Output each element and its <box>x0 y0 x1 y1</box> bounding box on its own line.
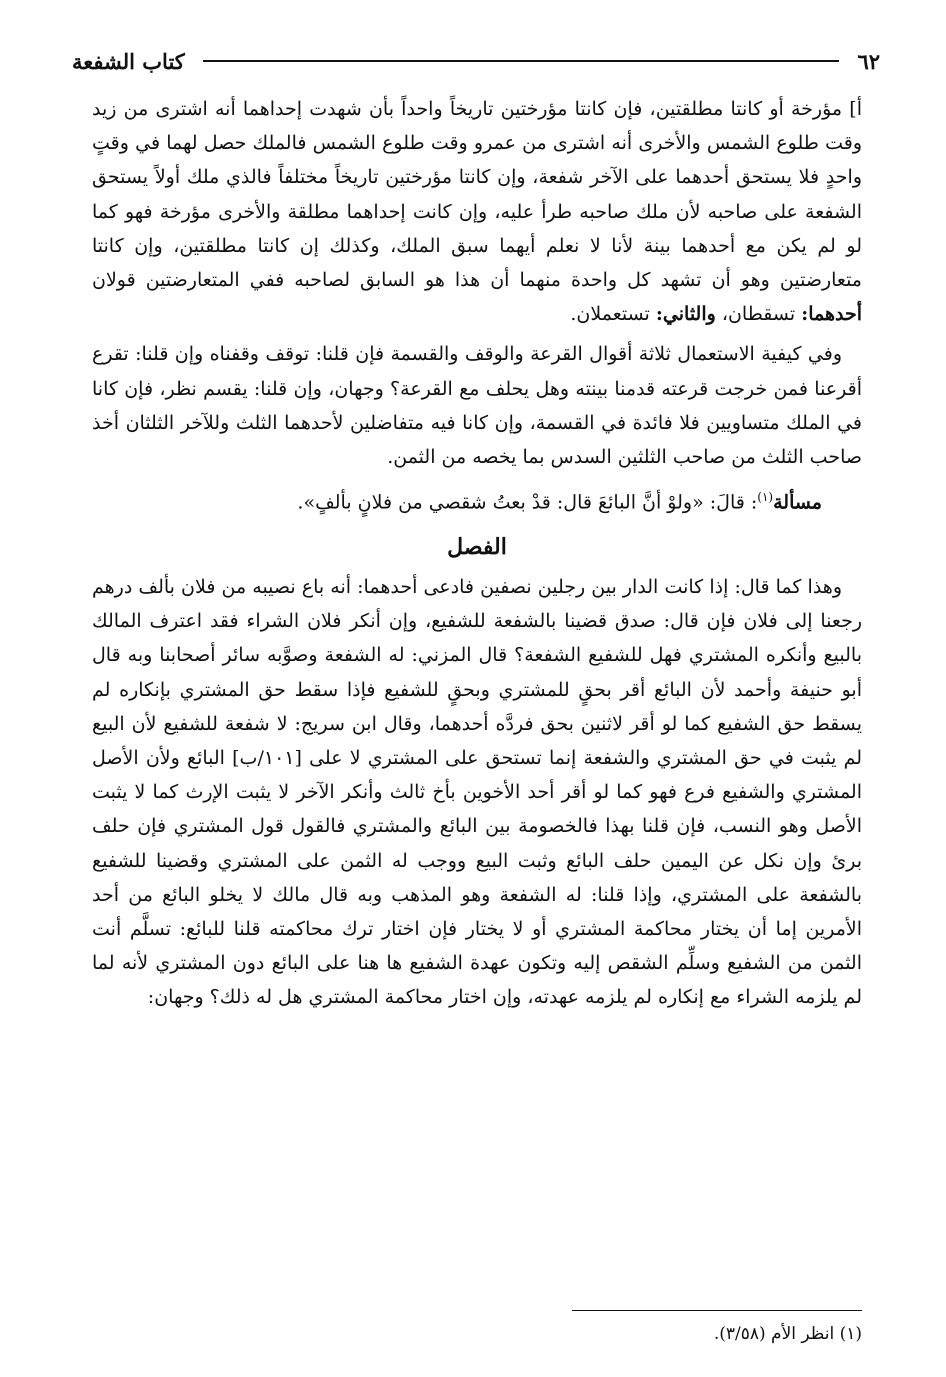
masala-line <box>92 480 862 520</box>
footnote-rule <box>572 1310 862 1311</box>
paragraph-1-text: أ] مؤرخة أو كانتا مطلقتين، فإن كانتا مؤرختين تاريخاً واحداً بأن شهدت إحداهما أنه اشترى من زيد وقت طلوع الشمس والأخرى أنه اشترى من عمرو وقت طلوع الشمس فالملك حصل لهما في وقتٍ واحدٍ فلا يستحق أحدهما على الآخر شفعة، وإن كانتا مؤرختين تاريخاً مختلفاً فالذي ملك أولاً يستحق الشفعة على صاحبه لأن ملك صاحبه طرأ عليه، وإن كانت إحداهما مطلقة والأخرى مؤرخة فهو كما لو لم يكن مع أحدهما بينة لأنا لا نعلم أيهما سبق الملك، وكذلك إن كانتا مطلقتين، وإن كانتا متعارضتين وهو أن تشهد كل واحدة منهما أن هذا هو السابق لصاحبه ففي المتعارضتين قولان <box>92 98 862 292</box>
footnote: (١) انظر الأم (٣/٥٨). <box>713 1324 862 1344</box>
second-opinion-label: والثاني: <box>655 303 716 326</box>
first-opinion-label: أحدهما: <box>801 303 862 326</box>
book-title: كتاب الشفعة <box>72 48 185 74</box>
paragraph-2: وفي كيفية الاستعمال ثلاثة أقوال القرعة والوقف والقسمة فإن قلنا: توقف وقفناه وإن قلنا: تقرع أقرعنا فمن خرجت قرعته قدمنا بينته وهل يحلف مع القرعة؟ وجهان، وإن قلنا: يقسم نظر، فإن كانا في الملك متساويين فلا فائدة في القسمة، وإن كانا فيه متفاضلين لأحدهما الثلث وللآخر الثلثان أخذ صاحب الثلث من صاحب الثلثين السدس بما يخصه من الثمن. <box>92 343 862 469</box>
header-rule <box>203 60 840 62</box>
section-heading: الفصل <box>447 533 507 560</box>
page-body <box>92 92 862 1015</box>
second-opinion-text: تستعملان. <box>570 303 656 326</box>
masala-label: مسألة <box>773 491 822 514</box>
page-number: ٦٢ <box>857 48 880 74</box>
paragraph-3: وهذا كما قال: إذا كانت الدار بين رجلين نصفين فادعى أحدهما: أنه باع نصيبه من فلان بألف درهم رجعنا إلى فلان فإن قال: صدق قضينا بالشفعة للشفيع، وإن أنكر فلان الشراء فقد اعترف المالك بالبيع وأنكره المشتري فهل للشفيع الشفعة؟ قال المزني: له الشفعة وصوَّبه سائر أصحابنا وبه قال أبو حنيفة وأحمد لأن البائع أقر بحقٍ للمشتري وبحقٍ للشفيع فإذا سقط حق المشتري بإنكاره لم يسقط حق الشفيع كما لو أقر لاثنين بحق فردَّه أحدهما، وقال ابن سريج: لا شفعة للشفيع لأن البيع لم يثبت في حق المشتري والشفعة إنما تستحق على المشتري لا على [١٠١/ب] البائع ولأن الأصل المشتري والشفيع فرع فهو كما لو أقر أحد الأخوين بأخ ثالث وأنكر الآخر لا يثبت الإرث كما لا يثبت الأصل وهو النسب، فإن قلنا بهذا فالخصومة بين البائع والمشتري فالقول قول المشتري فإن حلف برئ وإن نكل عن اليمين حلف البائع وثبت البيع ووجب له الثمن على المشتري وقضينا للشفيع بالشفعة على المشتري، وإذا قلنا: له الشفعة وهو المذهب وبه قال مالك لا يخلو البائع من أحد الأمرين إما أن يختار محاكمة المشتري أو لا يختار فإن اختار ترك محاكمته قلنا للبائع: تسلَّم أنت الثمن من الشفيع وسلِّم الشقص إليه وتكون عهدة الشفيع ها هنا على البائع دون المشتري لأنه لما لم يلزمه الشراء مع إنكاره لم يلزمه عهدته، وإن اختار محاكمة المشتري هل له ذلك؟ وجهان: <box>92 575 862 1009</box>
paragraph-1 <box>92 92 862 331</box>
first-opinion-text: تسقطان، <box>715 303 802 326</box>
page-header <box>72 44 880 78</box>
masala-text: : قالَ: «ولوْ أنَّ البائعَ قال: قدْ بعتُ شقصي من فلانٍ بألفٍ». <box>297 491 758 514</box>
footnote-mark: (١) <box>757 490 774 505</box>
